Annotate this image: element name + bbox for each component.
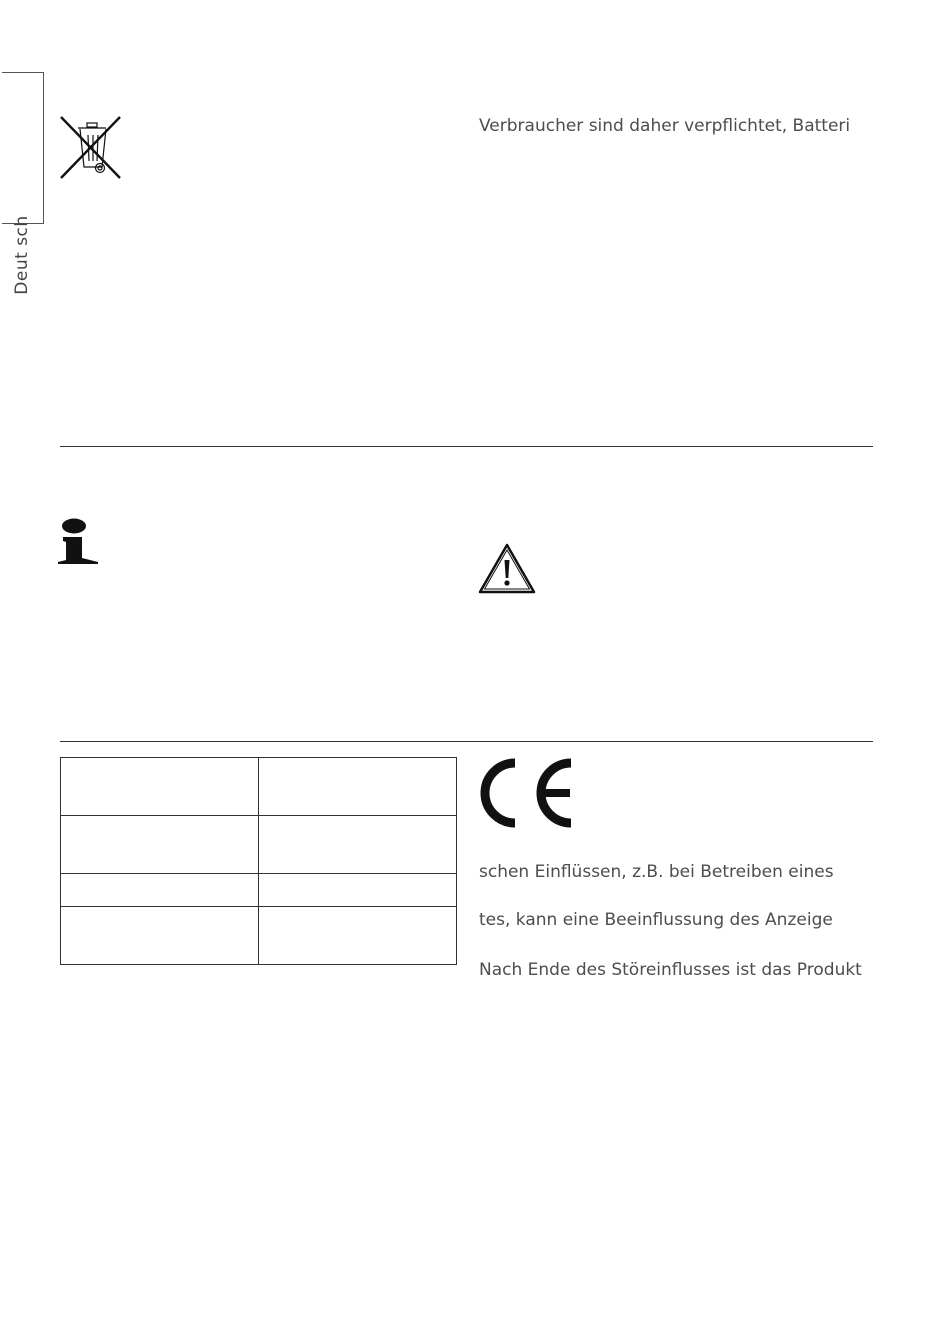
emc-text-line: Nach Ende des Störeinflusses ist das Produkt xyxy=(479,960,862,980)
table-row xyxy=(61,874,457,907)
ce-mark-icon xyxy=(478,758,578,828)
table-cell xyxy=(259,907,457,965)
language-tab-label-wrapper xyxy=(3,215,43,373)
table-row xyxy=(61,907,457,965)
table-cell xyxy=(61,758,259,816)
table-cell xyxy=(61,874,259,907)
disposal-text-line: Verbraucher sind daher verpflichtet, Batteri xyxy=(479,116,851,136)
table-row xyxy=(61,816,457,874)
language-tab xyxy=(2,72,44,295)
spec-table xyxy=(60,757,457,965)
section-divider xyxy=(60,446,873,447)
emc-text-line: tes, kann eine Beeinflussung des Anzeige xyxy=(479,910,833,930)
table-cell xyxy=(259,874,457,907)
table-cell xyxy=(259,758,457,816)
section-divider xyxy=(60,741,873,742)
info-icon xyxy=(58,518,100,566)
warning-triangle-icon xyxy=(478,543,536,594)
table-cell xyxy=(61,816,259,874)
crossed-out-wheelie-bin-icon xyxy=(58,115,122,180)
table-cell xyxy=(259,816,457,874)
language-tab-label: Deut sch xyxy=(12,215,32,295)
emc-text-line: schen Einflüssen, z.B. bei Betreiben eines xyxy=(479,862,834,882)
table-row xyxy=(61,758,457,816)
table-cell xyxy=(61,907,259,965)
